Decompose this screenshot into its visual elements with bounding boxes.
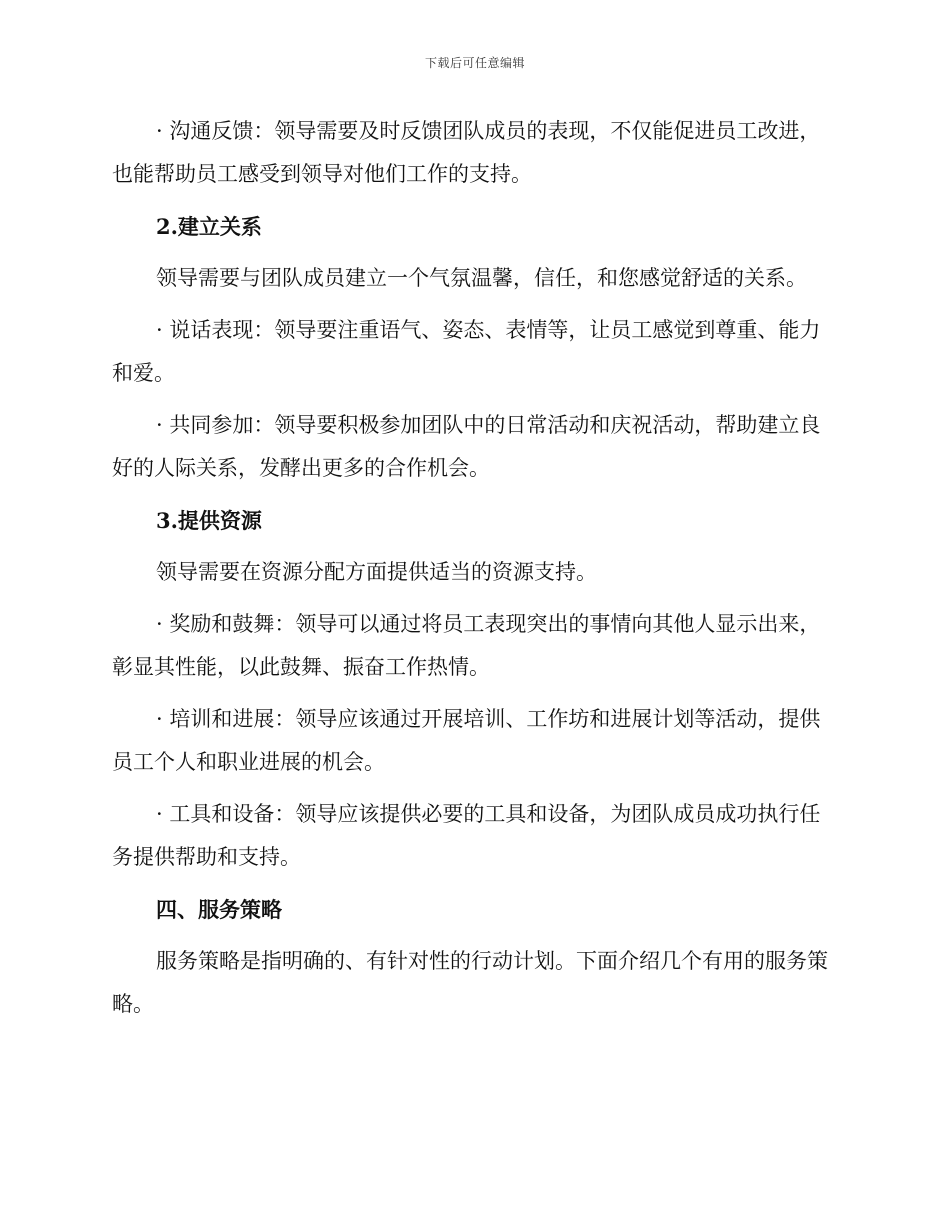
section-heading-build-relationships: 2.建立关系 <box>156 214 262 239</box>
paragraph-service-strategy-intro: 服务策略是指明确的、有针对性的行动计划。下面介绍几个有用的服务策略。 <box>112 949 828 1016</box>
bullet-training-development: · 培训和进展：领导应该通过开展培训、工作坊和进展计划等活动，提供员工个人和职业进展的机会。 <box>112 707 821 774</box>
section-heading-service-strategy: 四、服务策略 <box>156 897 282 922</box>
paragraph-relationship-intro: 领导需要与团队成员建立一个气氛温馨，信任，和您感觉舒适的关系。 <box>156 266 807 290</box>
bullet-communication-feedback: · 沟通反馈：领导需要及时反馈团队成员的表现，不仅能促进员工改进，也能帮助员工感受到领导对他们工作的支持。 <box>112 119 821 186</box>
paragraph-resources-intro: 领导需要在资源分配方面提供适当的资源支持。 <box>156 560 597 584</box>
bullet-tools-equipment: · 工具和设备：领导应该提供必要的工具和设备，为团队成员成功执行任务提供帮助和支持。 <box>112 802 821 869</box>
section-heading-provide-resources: 3.提供资源 <box>156 508 262 533</box>
bullet-joint-participation: · 共同参加：领导要积极参加团队中的日常活动和庆祝活动，帮助建立良好的人际关系，发酵出更多的合作机会。 <box>112 413 821 480</box>
bullet-speech-manner: · 说话表现：领导要注重语气、姿态、表情等，让员工感觉到尊重、能力和爱。 <box>112 318 821 385</box>
page-header: 下载后可任意编辑 <box>424 56 525 70</box>
document-body <box>112 110 828 1035</box>
bullet-rewards-encouragement: · 奖励和鼓舞：领导可以通过将员工表现突出的事情向其他人显示出来，彰显其性能，以此鼓舞、振奋工作热情。 <box>112 612 821 679</box>
